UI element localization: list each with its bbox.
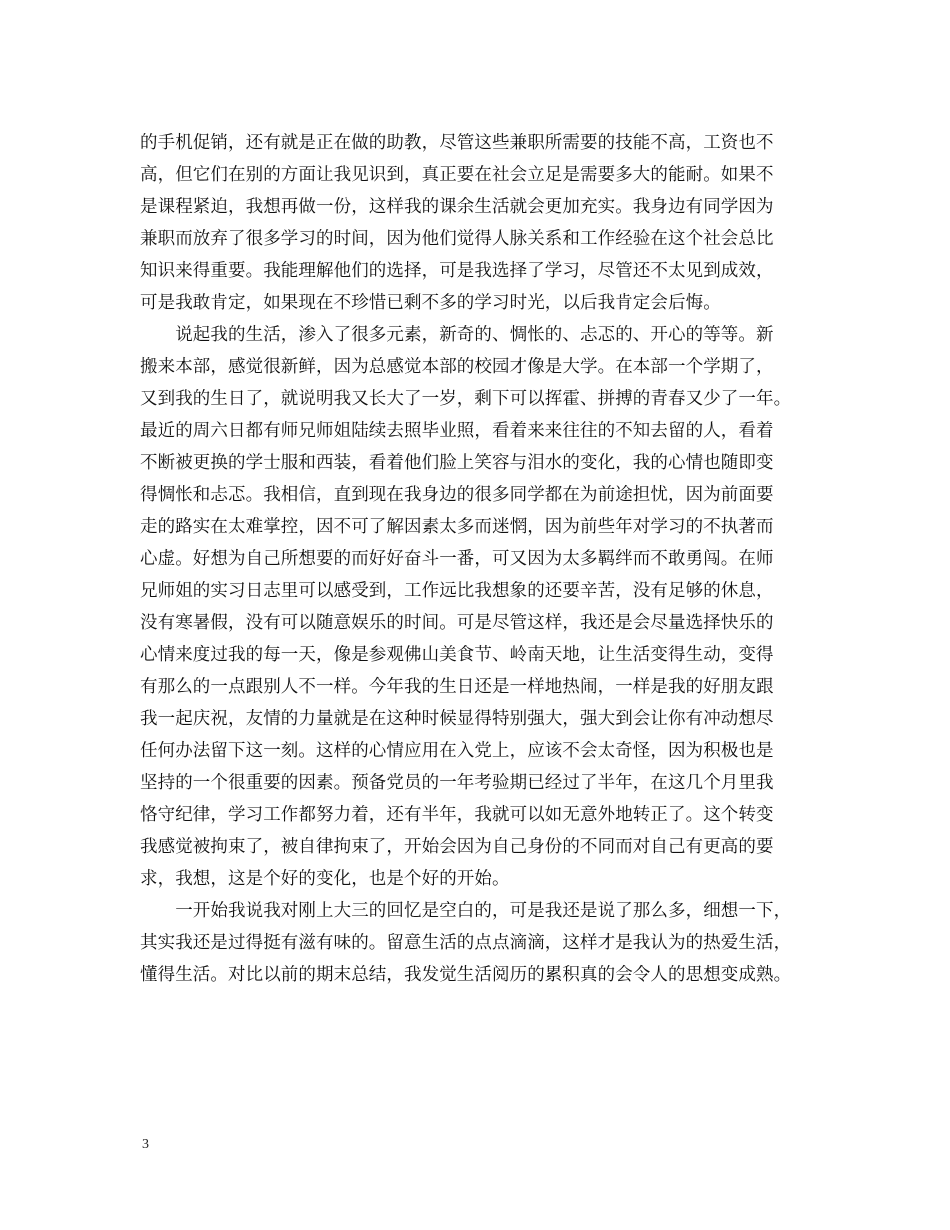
text-line: 又到我的生日了，就说明我又长大了一岁，剩下可以挥霍、拼搏的青春又少了一年。: [140, 389, 792, 409]
text-line: 兄师姐的实习日志里可以感受到，工作远比我想象的还要辛苦，没有足够的休息，: [140, 581, 774, 601]
text-line: 一开始我说我对刚上大三的回忆是空白的，可是我还是说了那么多，细想一下，: [140, 901, 792, 921]
text-line: 说起我的生活，渗入了很多元素，新奇的、惆怅的、忐忑的、开心的等等。新: [140, 325, 774, 345]
text-line: 没有寒暑假，没有可以随意娱乐的时间。可是尽管这样，我还是会尽量选择快乐的: [140, 613, 774, 633]
text-line: 恪守纪律，学习工作都努力着，还有半年，我就可以如无意外地转正了。这个转变: [140, 805, 774, 825]
text-line: 高，但它们在别的方面让我见识到，真正要在社会立足是需要多大的能耐。如果不: [140, 165, 774, 185]
text-line: 的手机促销，还有就是正在做的助教，尽管这些兼职所需要的技能不高，工资也不: [140, 133, 774, 153]
text-line: 走的路实在太难掌控，因不可了解因素太多而迷惘，因为前些年对学习的不执著而: [140, 517, 774, 537]
text-line: 不断被更换的学士服和西装，看着他们脸上笑容与泪水的变化，我的心情也随即变: [140, 453, 774, 473]
text-line: 我一起庆祝，友情的力量就是在这种时候显得特别强大，强大到会让你有冲动想尽: [140, 709, 774, 729]
text-line: 心情来度过我的每一天，像是参观佛山美食节、岭南天地，让生活变得生动，变得: [140, 645, 774, 665]
text-line: 可是我敢肯定，如果现在不珍惜已剩不多的学习时光，以后我肯定会后悔。: [140, 293, 721, 313]
text-line: 我感觉被拘束了，被自律拘束了，开始会因为自己身份的不同而对自己有更高的要: [140, 837, 774, 857]
text-line: 任何办法留下这一刻。这样的心情应用在入党上，应该不会太奇怪，因为积极也是: [140, 741, 774, 761]
text-line: 其实我还是过得挺有滋有味的。留意生活的点点滴滴，这样才是我认为的热爱生活，: [140, 933, 792, 953]
text-line: 求，我想，这是个好的变化，也是个好的开始。: [140, 869, 510, 889]
body-text: [140, 127, 826, 991]
text-line: 有那么的一点跟别人不一样。今年我的生日还是一样地热闹，一样是我的好朋友跟: [140, 677, 774, 697]
text-line: 懂得生活。对比以前的期末总结，我发觉生活阅历的累积真的会令人的思想变成熟。: [140, 965, 792, 985]
page-number: 3: [142, 1137, 149, 1152]
text-line: 知识来得重要。我能理解他们的选择，可是我选择了学习，尽管还不太见到成效，: [140, 261, 774, 281]
text-line: 最近的周六日都有师兄师姐陆续去照毕业照，看着来来往往的不知去留的人，看着: [140, 421, 774, 441]
text-line: 搬来本部，感觉很新鲜，因为总感觉本部的校园才像是大学。在本部一个学期了，: [140, 357, 774, 377]
text-line: 是课程紧迫，我想再做一份，这样我的课余生活就会更加充实。我身边有同学因为: [140, 197, 774, 217]
text-line: 心虚。好想为自己所想要的而好好奋斗一番，可又因为太多羁绊而不敢勇闯。在师: [140, 549, 774, 569]
text-line: 得惆怅和忐忑。我相信，直到现在我身边的很多同学都在为前途担忧，因为前面要: [140, 485, 774, 505]
text-line: 坚持的一个很重要的因素。预备党员的一年考验期已经过了半年，在这几个月里我: [140, 773, 774, 793]
text-line: 兼职而放弃了很多学习的时间，因为他们觉得人脉关系和工作经验在这个社会总比: [140, 229, 774, 249]
